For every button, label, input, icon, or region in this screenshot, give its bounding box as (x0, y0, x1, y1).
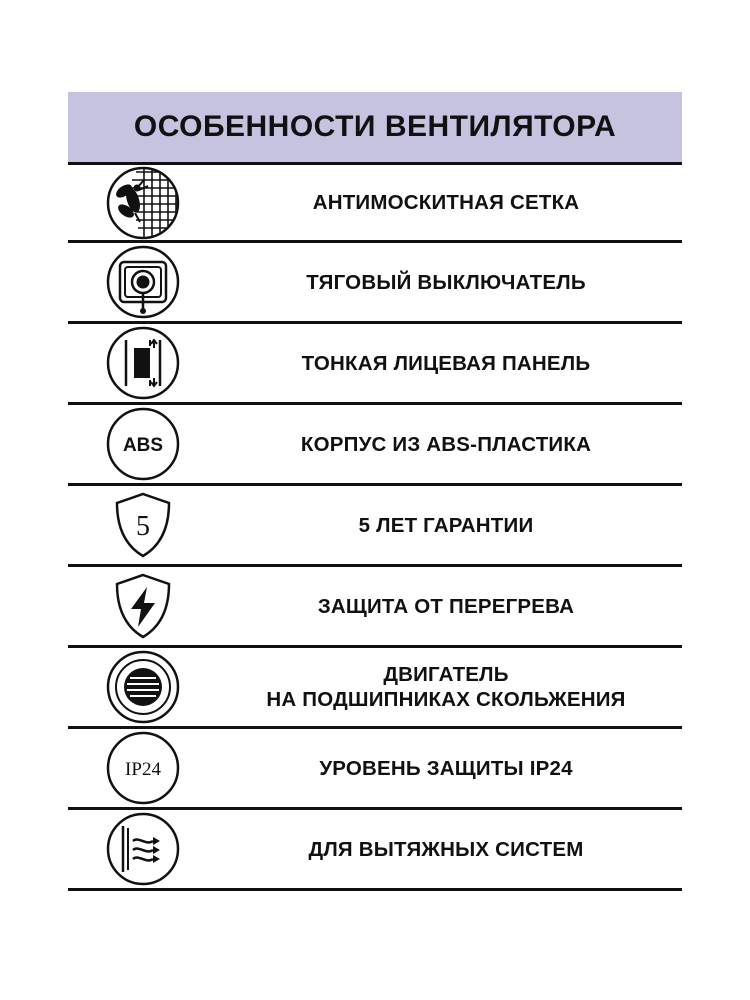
ip24-icon-text: IP24 (125, 759, 161, 780)
mosquito-net-icon (106, 166, 180, 240)
icon-cell (68, 324, 218, 402)
feature-label: ДЛЯ ВЫТЯЖНЫХ СИСТЕМ (308, 837, 584, 861)
label-cell (218, 837, 682, 862)
icon-cell (68, 486, 218, 564)
feature-list (68, 162, 682, 891)
icon-cell (68, 648, 218, 726)
icon-cell (68, 729, 218, 807)
panel-title-bar (68, 92, 682, 162)
icon-cell (68, 165, 218, 240)
label-cell (218, 351, 682, 376)
feature-label: ЗАЩИТА ОТ ПЕРЕГРЕВА (317, 594, 575, 618)
list-item (68, 243, 682, 324)
label-cell (218, 270, 682, 295)
icon-cell (68, 243, 218, 321)
label-cell (218, 513, 682, 538)
list-item (68, 162, 682, 243)
feature-label-line1: ДВИГАТЕЛЬ (383, 663, 509, 686)
label-cell (218, 594, 682, 619)
icon-cell (68, 567, 218, 645)
icon-cell (68, 405, 218, 483)
abs-icon-text: ABS (122, 435, 164, 456)
slim-front-panel-icon (106, 326, 180, 400)
list-item (68, 648, 682, 729)
label-cell (218, 432, 682, 457)
feature-label: 5 ЛЕТ ГАРАНТИИ (358, 513, 534, 537)
list-item (68, 810, 682, 891)
warranty-shield-icon (106, 488, 180, 562)
feature-label (266, 662, 625, 712)
label-cell (218, 662, 682, 712)
exhaust-airflow-icon (106, 812, 180, 886)
list-item (68, 486, 682, 567)
list-item (68, 324, 682, 405)
feature-label: АНТИМОСКИТНАЯ СЕТКА (312, 191, 580, 214)
list-item (68, 405, 682, 486)
list-item (68, 567, 682, 648)
warranty-icon-text: 5 (136, 511, 150, 542)
list-item (68, 729, 682, 810)
feature-label: КОРПУС ИЗ ABS-ПЛАСТИКА (300, 432, 592, 456)
overheat-protection-icon (106, 569, 180, 643)
label-cell (218, 190, 682, 215)
page-title: ОСОБЕННОСТИ ВЕНТИЛЯТОРА (133, 110, 617, 143)
feature-label: УРОВЕНЬ ЗАЩИТЫ IP24 (319, 756, 573, 780)
feature-label: ТЯГОВЫЙ ВЫКЛЮЧАТЕЛЬ (306, 270, 586, 294)
label-cell (218, 756, 682, 781)
pull-cord-switch-icon (106, 245, 180, 319)
feature-label-line2: НА ПОДШИПНИКАХ СКОЛЬЖЕНИЯ (266, 688, 626, 711)
ip24-protection-icon (106, 731, 180, 805)
feature-label: ТОНКАЯ ЛИЦЕВАЯ ПАНЕЛЬ (301, 351, 591, 375)
sleeve-bearing-motor-icon (106, 650, 180, 724)
icon-cell (68, 810, 218, 888)
abs-plastic-icon (106, 407, 180, 481)
features-panel (68, 92, 682, 891)
